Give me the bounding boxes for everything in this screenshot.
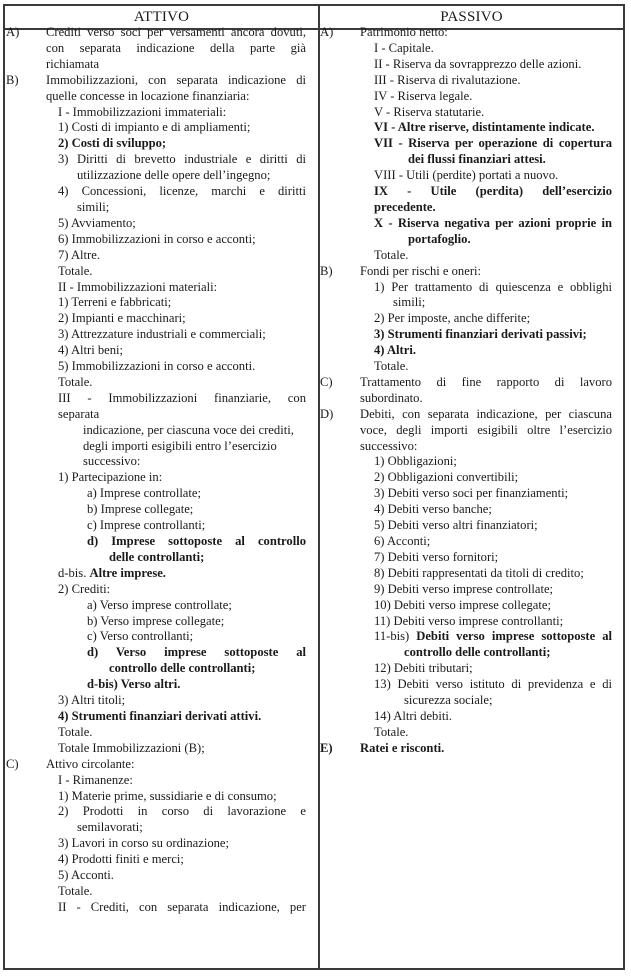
- item-text: III - Immobilizzazioni finanziarie, con: [58, 390, 306, 405]
- attivo-line: [58, 295, 306, 311]
- item-text: c) Imprese controllanti;: [87, 518, 206, 533]
- item-text: dei flussi finanziari attesi.: [408, 152, 546, 167]
- item-text: Fondi per rischi e oneri:: [360, 263, 482, 278]
- item-text: IV - Riserva legale.: [374, 88, 473, 103]
- passivo-line: [374, 614, 612, 630]
- attivo-line: [58, 264, 306, 280]
- item-text: 1) Materie prime, sussidiarie e di consumo;: [58, 788, 277, 803]
- item-text: Totale.: [374, 724, 409, 739]
- item-text: successivo:: [83, 454, 141, 469]
- item-text: a) Verso imprese controllate;: [87, 597, 232, 612]
- item-text: 2) Per imposte, anche differite;: [374, 311, 531, 326]
- item-text: 4) Altri.: [374, 343, 416, 358]
- passivo-line: [374, 105, 612, 121]
- item-text: portafoglio.: [408, 231, 471, 246]
- item-text: 6) Immobilizzazioni in corso e acconti;: [58, 231, 256, 246]
- item-text: 2) Impianti e macchinari;: [58, 311, 186, 326]
- item-text: controllo delle controllanti;: [404, 645, 551, 660]
- passivo-line: [320, 740, 612, 757]
- item-text: Attivo circolante:: [46, 756, 135, 771]
- item-text: quelle concesse in locazione finanziaria:: [46, 88, 250, 103]
- item-text: richiamata: [46, 56, 100, 71]
- passivo-line: [374, 57, 612, 73]
- attivo-line: [109, 550, 306, 566]
- passivo-line: [374, 502, 612, 518]
- passivo-line: [374, 486, 612, 502]
- passivo-line: [374, 677, 612, 693]
- section-letter: E): [320, 740, 333, 755]
- attivo-line: [58, 773, 306, 789]
- item-text: 8) Debiti rappresentati da titoli di credito;: [374, 565, 584, 580]
- item-text: 3) Debiti verso soci per finanziamenti;: [374, 486, 569, 501]
- item-text: 9) Debiti verso imprese controllate;: [374, 581, 554, 596]
- attivo-line: [58, 900, 306, 916]
- attivo-line: [58, 216, 306, 232]
- item-text: precedente.: [374, 199, 436, 214]
- passivo-line: [320, 374, 612, 391]
- item-text: 13) Debiti verso istituto di previdenza e di: [374, 677, 612, 692]
- section-letter: A): [320, 25, 334, 39]
- attivo-line: [58, 566, 306, 582]
- attivo-line: [46, 41, 306, 57]
- item-number: 11-bis): [374, 629, 417, 644]
- passivo-line: [320, 406, 612, 423]
- section-letter: B): [6, 72, 19, 87]
- header-attivo: ATTIVO: [133, 9, 190, 25]
- item-text: I - Capitale.: [374, 40, 434, 55]
- item-text: simili;: [393, 295, 426, 310]
- attivo-line: [58, 391, 306, 407]
- attivo-line: [6, 25, 306, 41]
- passivo-line: [374, 550, 612, 566]
- attivo-line: [58, 884, 306, 900]
- item-text: 4) Strumenti finanziari derivati attivi.: [58, 708, 262, 723]
- attivo-line: [87, 645, 306, 661]
- item-text: I - Rimanenze:: [58, 772, 133, 787]
- item-text: delle controllanti;: [109, 549, 205, 564]
- item-text: V - Riserva statutarie.: [374, 104, 485, 119]
- item-text: X - Riserva negativa per azioni proprie in: [374, 215, 612, 230]
- attivo-line: [58, 232, 306, 248]
- item-text: Trattamento di fine rapporto di lavoro: [360, 374, 612, 389]
- passivo-line: [404, 693, 612, 709]
- item-text: 2) Costi di sviluppo;: [58, 136, 167, 151]
- item-text: 4) Altri beni;: [58, 343, 124, 358]
- passivo-line: [374, 89, 612, 105]
- item-text: 12) Debiti tributari;: [374, 661, 473, 676]
- item-text: IX - Utile (perdita) dell’esercizio: [374, 184, 612, 199]
- passivo-line: [374, 566, 612, 582]
- section-letter: D): [320, 406, 334, 421]
- attivo-line: [87, 614, 306, 630]
- item-text: sicurezza sociale;: [404, 693, 493, 708]
- attivo-line: [58, 693, 306, 709]
- attivo-line: [6, 756, 306, 773]
- passivo-line: [374, 200, 612, 216]
- item-text: semilavorati;: [77, 820, 143, 835]
- attivo-line: [58, 868, 306, 884]
- attivo-line: [77, 200, 306, 216]
- item-text: 7) Altre.: [58, 247, 100, 262]
- section-letter: B): [320, 263, 333, 278]
- passivo-line: [374, 725, 612, 741]
- attivo-line: [58, 741, 306, 757]
- passivo-line: [374, 582, 612, 598]
- attivo-line: [87, 629, 306, 645]
- item-text: 3) Strumenti finanziari derivati passivi;: [374, 327, 587, 342]
- attivo-line: [46, 89, 306, 105]
- item-text: Totale Immobilizzazioni (B);: [58, 740, 205, 755]
- item-text: 2) Crediti:: [58, 581, 111, 596]
- passivo-line: [408, 152, 612, 168]
- attivo-line: [83, 439, 306, 455]
- attivo-line: [83, 454, 306, 470]
- passivo-line: [360, 439, 612, 455]
- item-text: I - Immobilizzazioni immateriali:: [58, 104, 227, 119]
- attivo-line: [87, 534, 306, 550]
- passivo-line: [374, 184, 612, 200]
- attivo-line: [58, 136, 306, 152]
- attivo-line: [58, 280, 306, 296]
- item-text: 7) Debiti verso fornitori;: [374, 549, 499, 564]
- item-text: II - Immobilizzazioni materiali:: [58, 279, 218, 294]
- passivo-line: [404, 645, 612, 661]
- passivo-line: [393, 295, 612, 311]
- item-text: d) Imprese sottoposte al controllo: [87, 534, 306, 548]
- passivo-line: [374, 661, 612, 677]
- item-text: VII - Riserva per operazione di copertura: [374, 136, 612, 151]
- passivo-line: [374, 136, 612, 152]
- item-text: 2) Prodotti in corso di lavorazione e: [58, 804, 306, 819]
- item-text: 2) Obbligazioni convertibili;: [374, 470, 519, 485]
- item-text: Totale.: [58, 724, 93, 739]
- item-text: Debiti, con separata indicazione, per ciascuna: [360, 406, 612, 421]
- attivo-line: [58, 105, 306, 121]
- item-text: III - Riserva di rivalutazione.: [374, 72, 521, 87]
- item-text: 6) Acconti;: [374, 534, 431, 548]
- item-text: voce, degli importi esigibili oltre l’esercizio: [360, 422, 612, 437]
- attivo-line: [58, 709, 306, 725]
- passivo-line: [374, 709, 612, 725]
- passivo-line: [320, 263, 612, 280]
- passivo-line: [374, 41, 612, 57]
- item-text: b) Verso imprese collegate;: [87, 613, 225, 628]
- attivo-line: [58, 152, 306, 168]
- item-text: 4) Debiti verso banche;: [374, 502, 492, 517]
- attivo-line: [58, 248, 306, 264]
- item-text: controllo delle controllanti;: [109, 661, 256, 676]
- item-text: successivo:: [360, 438, 418, 453]
- attivo-line: [58, 120, 306, 136]
- attivo-line: [109, 661, 306, 677]
- attivo-line: [87, 598, 306, 614]
- item-text: utilizzazione delle opere dell’ingegno;: [77, 168, 271, 183]
- passivo-line: [360, 391, 612, 407]
- attivo-line: [6, 72, 306, 89]
- section-letter: C): [320, 374, 333, 389]
- item-text: 1) Terreni e fabbricati;: [58, 295, 172, 310]
- item-text: 1) Costi di impianto e di ampliamenti;: [58, 120, 251, 135]
- item-text: Altre imprese.: [89, 565, 166, 580]
- item-text: con separata indicazione della parte già: [46, 40, 306, 55]
- item-text: 5) Immobilizzazioni in corso e acconti.: [58, 359, 256, 374]
- item-text: 11) Debiti verso imprese controllanti;: [374, 613, 564, 628]
- passivo-line: [320, 25, 612, 41]
- attivo-line: [58, 311, 306, 327]
- item-text: subordinato.: [360, 390, 423, 405]
- item-text: 3) Lavori in corso su ordinazione;: [58, 836, 230, 851]
- item-text: II - Riserva da sovrapprezzo delle azioni.: [374, 56, 582, 71]
- item-text: Totale.: [58, 883, 93, 898]
- passivo-line: [374, 518, 612, 534]
- item-text: VIII - Utili (perdite) portati a nuovo.: [374, 168, 559, 183]
- attivo-line: [87, 486, 306, 502]
- item-text: VI - Altre riserve, distintamente indicate.: [374, 120, 595, 135]
- attivo-line: [87, 502, 306, 518]
- passivo-line: [408, 232, 612, 248]
- item-text: indicazione, per ciascuna voce dei crediti,: [83, 422, 294, 437]
- item-text: Ratei e risconti.: [360, 740, 445, 755]
- passivo-line: [374, 343, 612, 359]
- item-text: 14) Altri debiti.: [374, 708, 453, 723]
- attivo-line: [58, 327, 306, 343]
- item-text: 4) Concessioni, licenze, marchi e diritti: [58, 184, 306, 199]
- item-text: 4) Prodotti finiti e merci;: [58, 852, 184, 867]
- passivo-line: [374, 120, 612, 136]
- passivo-line: [374, 311, 612, 327]
- attivo-line: [58, 375, 306, 391]
- attivo-line: [46, 57, 306, 73]
- attivo-line: [58, 804, 306, 820]
- attivo-line: [58, 725, 306, 741]
- attivo-line: [58, 184, 306, 200]
- item-text: 3) Attrezzature industriali e commerciali;: [58, 327, 266, 342]
- attivo-line: [87, 518, 306, 534]
- item-text: d-bis) Verso altri.: [87, 677, 181, 692]
- item-text: Totale.: [374, 359, 409, 374]
- attivo-line: [58, 789, 306, 805]
- attivo-line: [58, 836, 306, 852]
- attivo-line: [58, 407, 306, 423]
- item-text: 1) Partecipazione in:: [58, 470, 163, 485]
- item-text: 5) Debiti verso altri finanziatori;: [374, 518, 538, 533]
- item-text: simili;: [77, 199, 110, 214]
- item-text: 1) Obbligazioni;: [374, 454, 457, 469]
- passivo-column: [320, 25, 612, 757]
- item-text: 3) Altri titoli;: [58, 693, 126, 708]
- item-text: d) Verso imprese sottoposte al: [87, 645, 306, 660]
- attivo-line: [58, 852, 306, 868]
- item-number: d-bis.: [58, 565, 90, 580]
- item-text: Debiti verso imprese sottoposte al: [416, 629, 613, 644]
- item-text: Patrimonio netto:: [360, 25, 448, 39]
- section-letter: A): [6, 25, 20, 39]
- item-text: 5) Avviamento;: [58, 215, 136, 230]
- passivo-line: [374, 470, 612, 486]
- passivo-line: [360, 423, 612, 439]
- passivo-line: [374, 327, 612, 343]
- item-text: separata: [58, 406, 100, 421]
- attivo-line: [58, 582, 306, 598]
- attivo-line: [87, 677, 306, 693]
- item-text: Crediti verso soci per versamenti ancora dovuti,: [46, 25, 306, 39]
- passivo-line: [374, 629, 612, 645]
- item-text: Immobilizzazioni, con separata indicazione di: [46, 72, 306, 87]
- attivo-line: [77, 168, 306, 184]
- item-text: Totale.: [58, 374, 93, 389]
- passivo-line: [374, 534, 612, 550]
- passivo-line: [374, 598, 612, 614]
- passivo-line: [374, 216, 612, 232]
- item-text: 10) Debiti verso imprese collegate;: [374, 597, 551, 612]
- attivo-line: [58, 470, 306, 486]
- item-text: 3) Diritti di brevetto industriale e diritti di: [58, 152, 306, 167]
- item-text: degli importi esigibili entro l’esercizio: [83, 438, 277, 453]
- passivo-line: [374, 248, 612, 264]
- passivo-line: [374, 280, 612, 296]
- attivo-line: [77, 820, 306, 836]
- item-text: c) Verso controllanti;: [87, 629, 194, 644]
- header-passivo: PASSIVO: [440, 9, 503, 25]
- item-text: 1) Per trattamento di quiescenza e obblighi: [374, 279, 612, 294]
- item-text: Totale.: [374, 247, 409, 262]
- passivo-line: [374, 454, 612, 470]
- attivo-line: [58, 343, 306, 359]
- attivo-column: [6, 25, 306, 916]
- passivo-line: [374, 73, 612, 89]
- section-letter: C): [6, 756, 19, 771]
- item-text: b) Imprese collegate;: [87, 502, 194, 517]
- item-text: II - Crediti, con separata indicazione, per: [58, 899, 306, 914]
- item-text: Totale.: [58, 263, 93, 278]
- passivo-line: [374, 168, 612, 184]
- attivo-line: [83, 423, 306, 439]
- attivo-line: [58, 359, 306, 375]
- item-text: a) Imprese controllate;: [87, 486, 201, 501]
- passivo-line: [374, 359, 612, 375]
- item-text: 5) Acconti.: [58, 868, 114, 883]
